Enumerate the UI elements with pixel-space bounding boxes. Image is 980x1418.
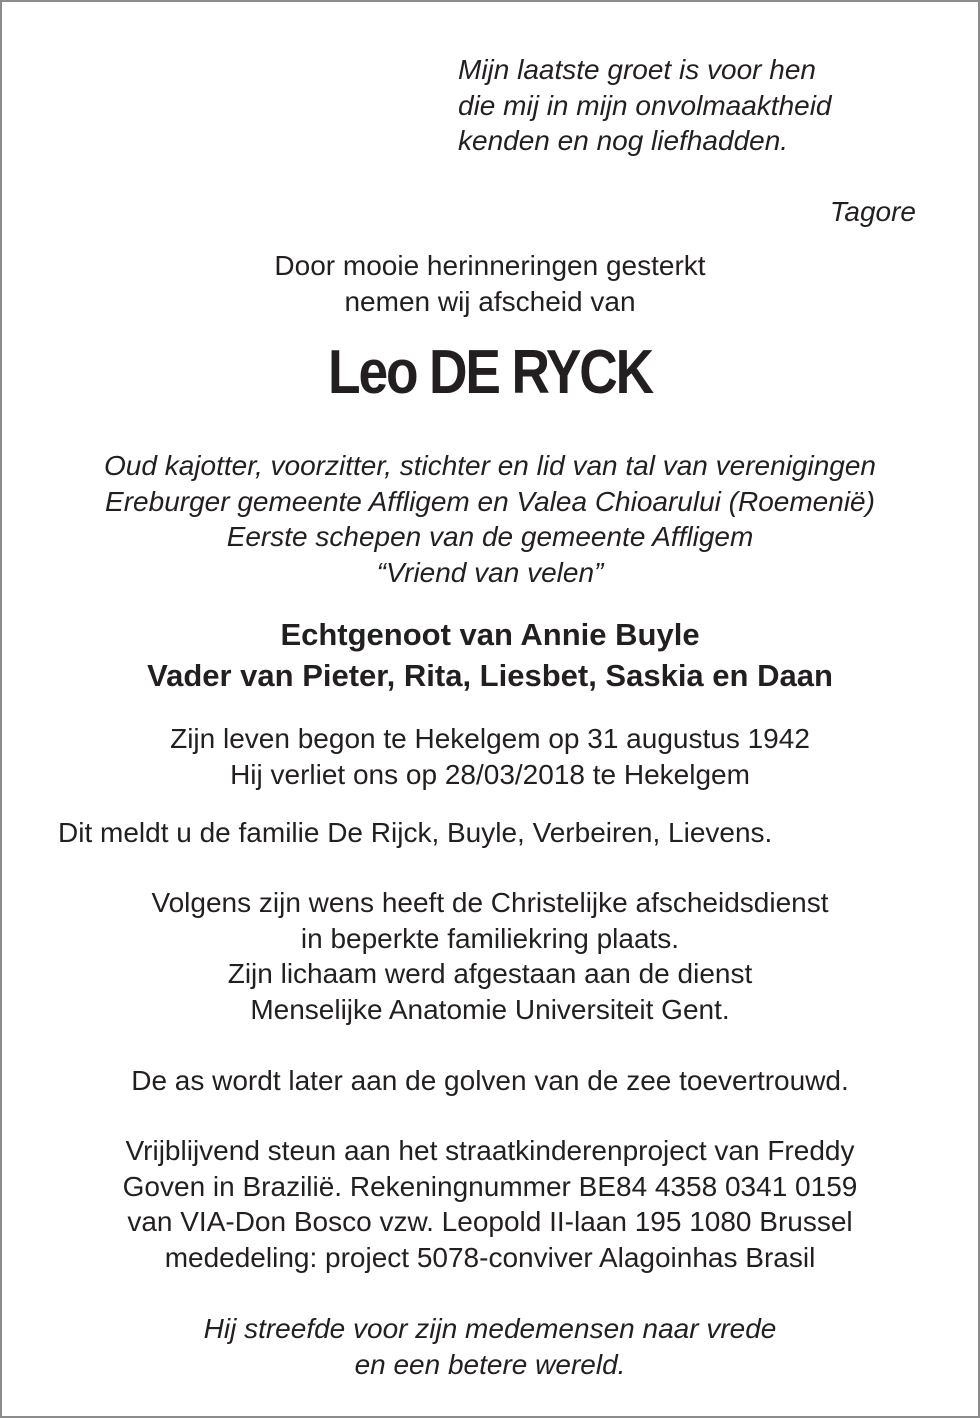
epigraph-quote bbox=[458, 52, 832, 159]
donation-line: mededeling: project 5078-conviver Alagoinhas Brasil bbox=[164, 1241, 816, 1273]
funeral-notice bbox=[0, 885, 980, 1027]
funeral-line: Volgens zijn wens heeft de Christelijke afscheidsdienst bbox=[151, 887, 829, 918]
intro-text bbox=[0, 248, 980, 319]
funeral-line: in beperkte familiekring plaats. bbox=[300, 922, 680, 954]
family-line: Vader van Pieter, Rita, Liesbet, Saskia en Daan bbox=[147, 658, 833, 693]
donation-line: Goven in Brazilië. Rekeningnummer BE84 4358 0341 0159 bbox=[122, 1170, 858, 1202]
date-line: Hij verliet ons op 28/03/2018 te Hekelgem bbox=[230, 758, 750, 790]
funeral-line: Zijn lichaam werd afgestaan aan de dienst bbox=[227, 958, 753, 989]
epigraph-line: die mij in mijn onvolmaaktheid bbox=[458, 89, 832, 121]
date-line: Zijn leven begon te Hekelgem op 31 augustus 1942 bbox=[170, 723, 810, 754]
family-relations bbox=[0, 614, 980, 696]
title-line: “Vriend van velen” bbox=[376, 556, 604, 588]
intro-line: Door mooie herinneringen gesterkt bbox=[274, 250, 706, 281]
intro-line: nemen wij afscheid van bbox=[344, 285, 636, 317]
epigraph-line: kenden en nog liefhadden. bbox=[458, 125, 789, 156]
title-line: Oud kajotter, voorzitter, stichter en lid van tal van verenigingen bbox=[104, 450, 876, 481]
donation-line: van VIA-Don Bosco vzw. Leopold II-laan 195 1080 Brussel bbox=[127, 1206, 853, 1237]
title-line: Ereburger gemeente Affligem en Valea Chioarului (Roemenië) bbox=[105, 485, 875, 517]
family-announcement: Dit meldt u de familie De Rijck, Buyle, Verbeiren, Lievens. bbox=[58, 817, 773, 848]
donation-notice bbox=[0, 1133, 980, 1275]
title-line: Eerste schepen van de gemeente Affligem bbox=[226, 521, 754, 552]
ashes-notice: De as wordt later aan de golven van de zee toevertrouwd. bbox=[131, 1065, 849, 1096]
family-line: Echtgenoot van Annie Buyle bbox=[280, 617, 700, 652]
closing-line: Hij streefde voor zijn medemensen naar vrede bbox=[203, 1313, 777, 1344]
closing-text bbox=[0, 1311, 980, 1382]
closing-line: en een betere wereld. bbox=[354, 1348, 626, 1380]
honorary-titles bbox=[0, 448, 980, 590]
epigraph-line: Mijn laatste groet is voor hen bbox=[458, 54, 816, 85]
deceased-name: Leo DE RYCK bbox=[328, 338, 652, 407]
funeral-line: Menselijke Anatomie Universiteit Gent. bbox=[250, 993, 730, 1025]
life-dates bbox=[0, 721, 980, 792]
donation-line: Vrijblijvend steun aan het straatkinderenproject van Freddy bbox=[125, 1135, 855, 1166]
epigraph-author: Tagore bbox=[829, 196, 916, 227]
